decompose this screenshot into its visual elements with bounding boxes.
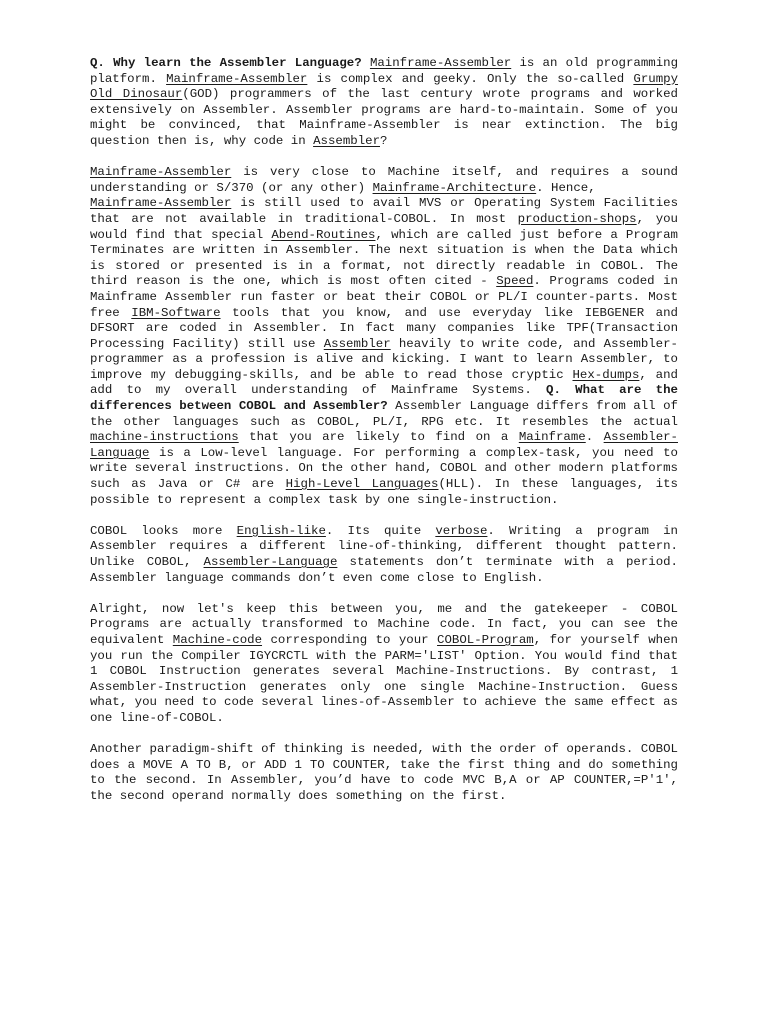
hyperlink[interactable]: Machine-code [172,632,263,647]
body-text: Alright, now let's keep this between you, me and the gatekeeper - COBOL Programs are actually transformed to Machine code. In fact, you can see the equivalent [90,601,678,647]
hyperlink[interactable]: Mainframe-Architecture [372,180,537,195]
body-text: Another paradigm-shift of thinking is needed, with the order of operands. COBOL does a MOVE A TO B, or ADD 1 TO COUNTER, take the first thing and do something to the second. In Assembler, you’d have to code MVC B,A or AP COUNTER,=P'1', the second operand normally does something on the first. [90,742,678,803]
hyperlink[interactable]: Mainframe-Assembler [369,56,512,70]
hyperlink[interactable]: Assembler-Language [90,430,678,460]
body-text: , for yourself when you run the Compiler IGYCRCTL with the PARM='LIST' Option. You would find that 1 COBOL Instruction generates several Machine-Instructions. By contrast, 1 Assembler-Instruction generates only one single Machine-Instruction. Guess what, you need to code several lines-of-Assembler to achieve the same effect as one line-of-COBOL. [90,632,678,725]
body-text: corresponding to your [262,632,438,647]
body-text: . Hence, [536,180,596,195]
hyperlink[interactable]: production-shops [517,211,637,226]
hyperlink[interactable]: verbose [435,523,488,538]
body-text: . Programs coded in Mainframe Assembler run faster or beat their COBOL or PL/I counter-parts. Most free [90,274,678,320]
hyperlink[interactable]: High-Level Languages [285,477,439,492]
body-text: that you are likely to find on a [238,430,519,445]
body-text [362,56,370,70]
body-text: ? [380,133,388,148]
body-text: (GOD) programmers of the last century wrote programs and worked extensively on Assembler. Assembler programs are hard-to-maintain. Some of you might be convinced, that Mainframe-Assembler is near extinction. The big question then is, why code in [90,87,678,148]
hyperlink[interactable]: Assembler [313,133,380,148]
paragraph-why-assembler [90,56,678,150]
body-text: statements don’t terminate with a period. Assembler language commands don’t even come close to English. [90,555,678,585]
body-text: COBOL looks more [90,523,237,538]
body-text: . [585,430,604,445]
body-text: is still used to avail MVS or Operating System Facilities that are not available in traditional-COBOL. In most [90,196,678,226]
paragraph-close-to-machine [90,165,678,196]
paragraph-operand-order [90,742,678,804]
body-text: (HLL). In these languages, its possible to represent a complex task by one single-instruction. [90,477,678,507]
hyperlink[interactable]: Abend-Routines [271,227,376,242]
hyperlink[interactable]: Mainframe-Assembler [90,196,232,211]
hyperlink[interactable]: COBOL-Program [437,632,534,647]
hyperlink[interactable]: Mainframe-Assembler [90,165,232,180]
body-text: , which are called just before a Program Terminates are written in Assembler. The next situation is when the Data which is stored or presented is in a format, not directly readable in COBOL. The third reason is the one, which is most often cited - [90,227,678,289]
body-text: tools that you know, and use everyday like IEBGENER and DFSORT are coded in Assembler. In fact many companies like TPF(Transaction Processing Facility) still use [90,305,678,351]
hyperlink[interactable]: English-like [236,523,326,538]
paragraph-still-used [90,196,678,508]
hyperlink[interactable]: IBM-Software [131,305,221,320]
hyperlink[interactable]: Hex-dumps [572,367,640,382]
hyperlink[interactable]: Assembler [323,336,391,351]
hyperlink[interactable]: machine-instructions [90,430,239,445]
body-text: . Writing a program in Assembler requires a different line-of-thinking, different thought pattern. Unlike COBOL, [90,523,678,569]
body-text: , you would find that special [90,211,678,242]
paragraph-machine-code [90,602,678,727]
hyperlink[interactable]: Grumpy Old Dinosaur [90,71,679,102]
body-text: is an old programming platform. [90,56,679,86]
body-text: , and add to my overall understanding of Mainframe Systems. [90,367,678,398]
body-text: heavily to write code, and Assembler-programmer as a profession is alive and kicking. I want to learn Assembler, to improve my debugging-skills, and be able to read those cryptic [90,336,678,382]
hyperlink[interactable]: Assembler-Language [203,555,338,569]
body-text: . Its quite [325,523,436,538]
paragraph-english-like [90,524,678,586]
hyperlink[interactable]: Mainframe-Assembler [166,71,308,86]
question-heading: Q. What are the differences between COBOL and Assembler? [90,383,678,414]
body-text: is very close to Machine itself, and requires a sound understanding or S/370 (or any other) [90,165,678,195]
hyperlink[interactable]: Speed [496,274,534,289]
body-text: is complex and geeky. Only the so-called [307,71,634,86]
document-body [90,56,678,820]
question-heading: Q. Why learn the Assembler Language? [90,56,362,70]
body-text: is a Low-level language. For performing a complex-task, you need to write several instructions. On the other hand, COBOL and other modern platforms such as Java or C# are [90,445,678,492]
body-text: Assembler Language differs from all of the other languages such as COBOL, PL/I, RPG etc. It resembles the actual [90,399,678,429]
hyperlink[interactable]: Mainframe [518,430,586,445]
